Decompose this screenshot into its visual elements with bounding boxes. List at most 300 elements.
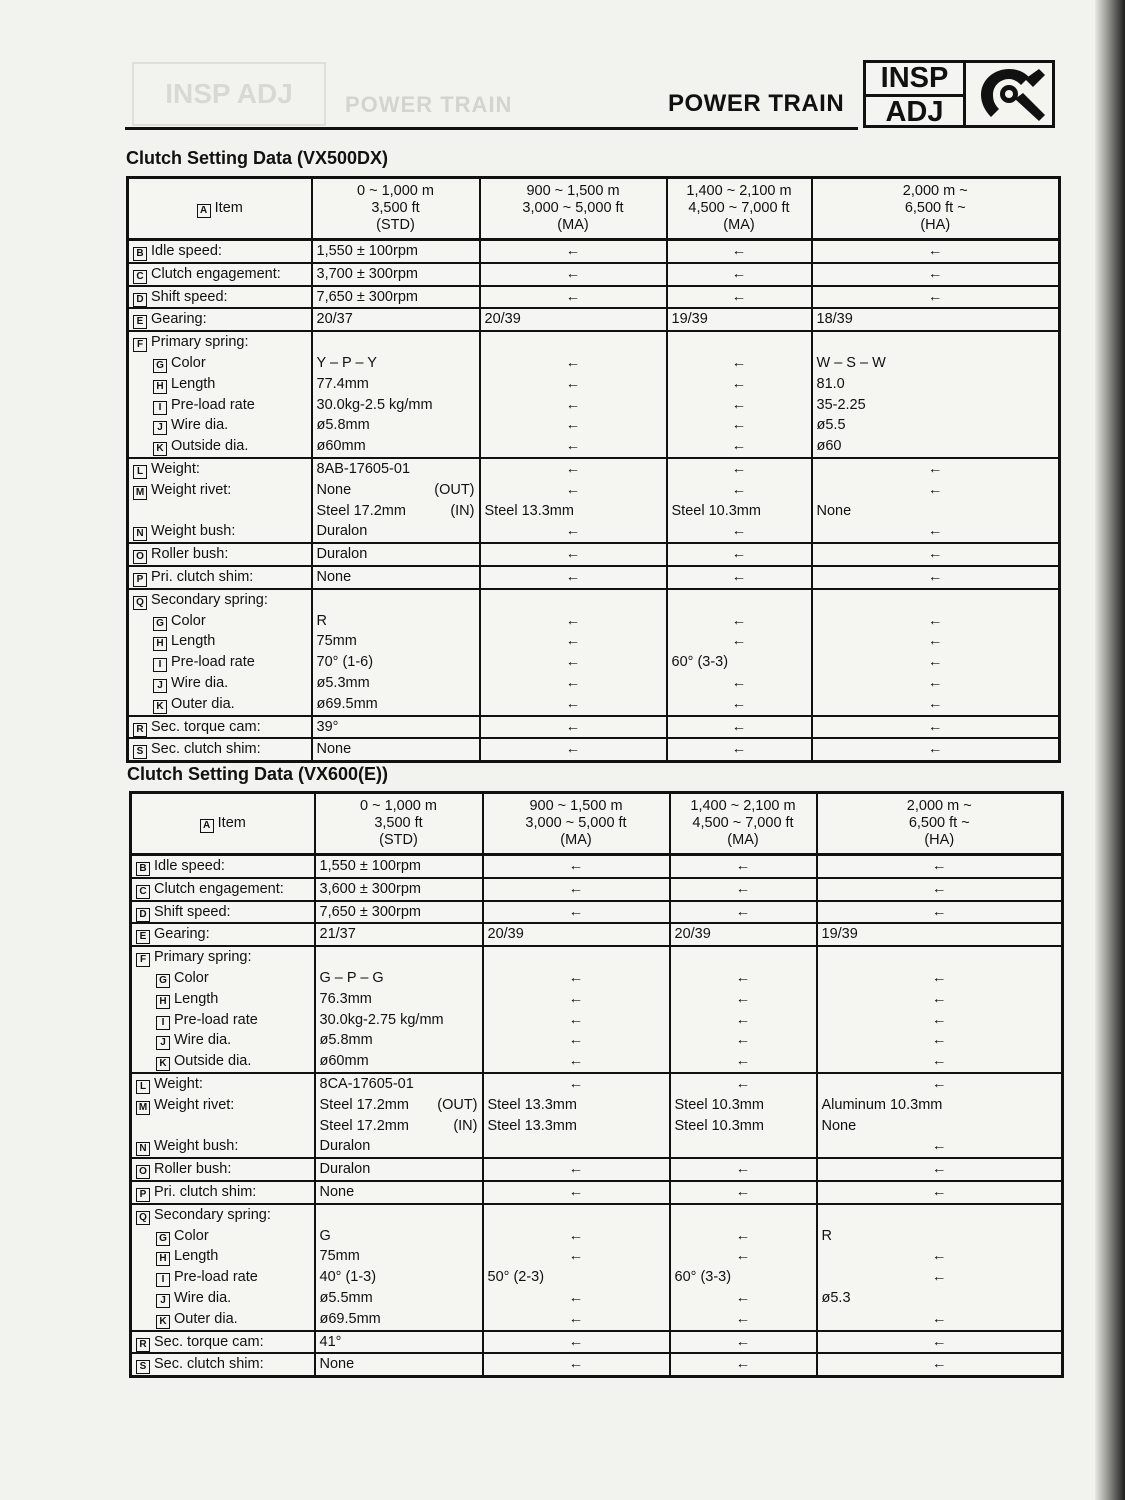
value-line — [485, 353, 662, 374]
item-label: Idle speed: — [154, 858, 225, 874]
same-as-left-arrow: ← — [568, 858, 584, 874]
column-header-line: (MA) — [723, 217, 755, 233]
value-line — [675, 1095, 812, 1116]
value-text: 20/37 — [316, 311, 353, 328]
item-letter-box: I — [153, 401, 167, 415]
value-line — [485, 374, 662, 395]
value-line — [485, 521, 662, 542]
value-line — [317, 717, 475, 738]
item-line — [133, 501, 307, 522]
item-label: Pre-load rate — [171, 654, 255, 671]
value-line — [817, 264, 1055, 285]
item-label: Color — [174, 969, 209, 986]
value-line — [822, 1288, 1058, 1309]
same-as-left-arrow: ← — [735, 1227, 751, 1244]
value-text: 41° — [319, 1333, 342, 1350]
item-label: Pre-load rate — [174, 1011, 258, 1028]
same-as-left-arrow: ← — [731, 354, 747, 371]
value-cell — [312, 716, 480, 739]
item-label: Sec. clutch shim: — [154, 1356, 264, 1373]
value-line — [320, 1074, 478, 1095]
ghost-logo-bleedthrough: INSP ADJ — [132, 62, 326, 126]
value-cell — [312, 738, 480, 761]
column-header-line: 1,400 ~ 2,100 m — [690, 798, 796, 814]
value-text: ø5.3 — [821, 1289, 851, 1306]
table-row — [128, 566, 1060, 589]
item-label: Outside dia. — [171, 438, 249, 455]
value-line — [822, 989, 1058, 1010]
item-label: Pri. clutch shim: — [154, 1183, 257, 1200]
value-line — [672, 415, 807, 436]
same-as-left-arrow: ← — [932, 1053, 947, 1070]
value-line — [488, 1116, 665, 1137]
value-suffix: (IN) — [453, 1117, 478, 1134]
column-header-line: (HA) — [924, 832, 955, 848]
value-line — [317, 436, 475, 457]
same-as-left-arrow: ← — [568, 903, 584, 920]
value-line — [675, 924, 812, 945]
altitude-column-header — [483, 793, 670, 855]
item-line — [133, 717, 307, 738]
value-text: Steel 13.3mm — [487, 1117, 577, 1134]
item-line — [133, 673, 307, 694]
same-as-left-arrow: ← — [932, 969, 947, 986]
altitude-column-header — [670, 793, 817, 855]
value-line — [320, 1332, 478, 1353]
value-line — [817, 436, 1055, 457]
same-as-left-arrow: ← — [568, 1310, 584, 1327]
same-as-left-arrow: ← — [565, 741, 581, 758]
value-cell — [812, 308, 1060, 331]
table-row — [131, 1353, 1063, 1376]
value-line — [817, 611, 1055, 632]
value-line — [822, 1205, 1058, 1226]
value-cell — [812, 589, 1060, 716]
item-label: Weight bush: — [154, 1138, 239, 1155]
clutch-table-vx500dx — [126, 176, 1061, 763]
same-as-left-arrow: ← — [731, 243, 747, 259]
insp-adj-badge — [863, 60, 1055, 128]
item-line — [133, 264, 307, 285]
value-line — [675, 1136, 812, 1157]
value-cell — [670, 1331, 817, 1354]
item-line — [136, 947, 310, 968]
value-line — [675, 1030, 812, 1051]
item-label: Wire dia. — [171, 674, 229, 691]
item-label: Shift speed: — [151, 288, 228, 305]
value-text: 8AB-17605-01 — [316, 460, 411, 477]
item-letter-box: H — [153, 637, 167, 651]
item-letter-box: O — [133, 550, 147, 564]
value-text: ø5.5 — [816, 417, 846, 434]
value-line — [488, 1182, 665, 1203]
same-as-left-arrow: ← — [565, 654, 581, 671]
item-label: Pre-load rate — [174, 1269, 258, 1286]
value-text: ø69.5mm — [316, 695, 378, 712]
value-text: ø5.8mm — [319, 1032, 373, 1049]
item-line — [136, 1226, 310, 1247]
value-cell — [817, 1204, 1063, 1331]
value-line — [817, 287, 1055, 308]
value-line — [488, 1074, 665, 1095]
item-cell — [128, 331, 312, 458]
same-as-left-arrow: ← — [932, 1138, 947, 1155]
value-line — [488, 1354, 665, 1375]
badge-top-label: INSP — [866, 63, 963, 97]
value-cell — [315, 855, 483, 878]
value-cell — [315, 901, 483, 924]
item-label: Secondary spring: — [154, 1206, 271, 1223]
value-line — [822, 1136, 1058, 1157]
item-letter-box: F — [136, 953, 150, 967]
same-as-left-arrow: ← — [565, 612, 581, 629]
value-line — [822, 1246, 1058, 1267]
value-line — [485, 544, 662, 565]
same-as-left-arrow: ← — [928, 265, 943, 282]
value-line — [320, 1030, 478, 1051]
value-text: 1,550 ± 100rpm — [316, 243, 418, 259]
same-as-left-arrow: ← — [731, 546, 747, 563]
value-line — [488, 856, 665, 877]
item-cell — [128, 263, 312, 286]
value-line — [317, 374, 475, 395]
value-text: 7,650 ± 300rpm — [316, 288, 418, 305]
value-cell — [480, 458, 667, 543]
same-as-left-arrow: ← — [731, 741, 747, 758]
same-as-left-arrow: ← — [932, 1356, 947, 1373]
value-suffix: (IN) — [450, 502, 475, 519]
value-cell — [312, 308, 480, 331]
value-cell — [812, 738, 1060, 761]
value-line — [485, 501, 662, 522]
value-line — [488, 1226, 665, 1247]
same-as-left-arrow: ← — [928, 523, 943, 540]
item-letter-box: A — [200, 819, 214, 833]
value-cell — [667, 566, 812, 589]
item-line — [136, 1309, 310, 1330]
value-text: 8CA-17605-01 — [319, 1075, 414, 1092]
item-label: Gearing: — [151, 311, 207, 328]
item-line — [133, 480, 307, 501]
value-line — [817, 567, 1055, 588]
column-header-line: 6,500 ft ~ — [904, 200, 966, 216]
same-as-left-arrow: ← — [731, 396, 747, 413]
value-line — [488, 1051, 665, 1072]
value-line — [822, 947, 1058, 968]
same-as-left-arrow: ← — [928, 718, 943, 735]
value-line — [317, 544, 475, 565]
value-text: R — [316, 612, 327, 629]
item-label: Wire dia. — [174, 1289, 232, 1306]
item-letter-box: M — [136, 1101, 150, 1115]
value-text: 81.0 — [816, 375, 845, 392]
value-line — [672, 567, 807, 588]
value-cell — [667, 543, 812, 566]
value-text: Steel 13.3mm — [487, 1096, 577, 1113]
value-cell — [812, 716, 1060, 739]
value-line — [672, 501, 807, 522]
value-cell — [667, 308, 812, 331]
same-as-left-arrow: ← — [932, 858, 947, 874]
value-text: Duralon — [316, 546, 368, 563]
value-line — [485, 673, 662, 694]
value-cell — [483, 855, 670, 878]
value-cell — [667, 738, 812, 761]
value-text: Steel 10.3mm — [674, 1117, 764, 1134]
value-line — [675, 1246, 812, 1267]
column-header-line: 0 ~ 1,000 m — [360, 798, 437, 814]
value-line — [822, 1332, 1058, 1353]
item-line — [133, 567, 307, 588]
table-row — [131, 855, 1063, 878]
value-line — [675, 1159, 812, 1180]
value-cell — [480, 543, 667, 566]
value-line — [317, 309, 475, 330]
value-cell — [315, 1073, 483, 1158]
item-line — [133, 611, 307, 632]
same-as-left-arrow: ← — [932, 1248, 947, 1265]
value-cell — [817, 1331, 1063, 1354]
value-line — [488, 1205, 665, 1226]
value-cell — [670, 901, 817, 924]
value-cell — [670, 1204, 817, 1331]
value-text: None — [319, 1356, 355, 1373]
same-as-left-arrow: ← — [568, 1248, 584, 1265]
same-as-left-arrow: ← — [735, 969, 751, 986]
item-line — [136, 1354, 310, 1375]
value-cell — [312, 240, 480, 263]
same-as-left-arrow: ← — [735, 903, 751, 920]
value-line — [817, 415, 1055, 436]
value-text: 40° (1-3) — [319, 1269, 377, 1286]
value-line — [317, 287, 475, 308]
item-label: Sec. clutch shim: — [151, 741, 261, 758]
value-line — [317, 415, 475, 436]
value-line — [672, 287, 807, 308]
item-line — [136, 879, 310, 900]
value-line — [817, 631, 1055, 652]
value-line — [817, 717, 1055, 738]
table-row — [131, 878, 1063, 901]
value-line — [320, 1309, 478, 1330]
item-letter-box: A — [197, 204, 211, 218]
item-line — [136, 1205, 310, 1226]
value-line — [488, 1309, 665, 1330]
value-text: 20/39 — [674, 926, 711, 943]
same-as-left-arrow: ← — [735, 1356, 751, 1373]
column-header-line: 0 ~ 1,000 m — [357, 183, 434, 199]
item-label: Color — [171, 354, 206, 371]
altitude-column-header — [312, 178, 480, 240]
value-text: W – S – W — [816, 354, 886, 371]
value-line — [822, 1095, 1058, 1116]
table-row — [128, 240, 1060, 263]
same-as-left-arrow: ← — [932, 1269, 947, 1286]
same-as-left-arrow: ← — [568, 1333, 584, 1350]
value-cell — [483, 946, 670, 1073]
value-line — [320, 1205, 478, 1226]
value-text: ø5.3mm — [316, 674, 370, 691]
value-line — [317, 521, 475, 542]
value-line — [485, 264, 662, 285]
same-as-left-arrow: ← — [932, 903, 947, 920]
column-header-line: 4,500 ~ 7,000 ft — [688, 200, 790, 216]
item-label: Clutch engagement: — [151, 265, 281, 282]
same-as-left-arrow: ← — [731, 633, 747, 650]
item-line — [136, 1095, 310, 1116]
table-row — [128, 716, 1060, 739]
same-as-left-arrow: ← — [731, 612, 747, 629]
item-label: Sec. torque cam: — [154, 1333, 264, 1350]
item-line — [133, 459, 307, 480]
value-text: Steel 17.2mm — [319, 1096, 409, 1113]
value-line — [822, 968, 1058, 989]
value-line — [485, 631, 662, 652]
item-label: Pre-load rate — [171, 396, 255, 413]
table-row — [131, 1158, 1063, 1181]
value-cell — [315, 1158, 483, 1181]
value-line — [822, 879, 1058, 900]
item-line — [133, 544, 307, 565]
item-header-label: Item — [214, 199, 243, 216]
table-row — [131, 901, 1063, 924]
same-as-left-arrow: ← — [568, 880, 584, 897]
item-letter-box: Q — [133, 596, 147, 610]
value-line — [317, 631, 475, 652]
same-as-left-arrow: ← — [735, 1011, 751, 1028]
item-line — [136, 1288, 310, 1309]
item-line — [136, 1074, 310, 1095]
item-line — [133, 694, 307, 715]
item-label: Color — [174, 1227, 209, 1244]
same-as-left-arrow: ← — [932, 1161, 947, 1178]
value-line — [317, 590, 475, 611]
altitude-column-header — [812, 178, 1060, 240]
same-as-left-arrow: ← — [735, 1333, 751, 1350]
column-header-line: 900 ~ 1,500 m — [526, 183, 620, 199]
value-cell — [480, 589, 667, 716]
value-line — [672, 694, 807, 715]
item-cell — [128, 286, 312, 309]
item-header-cell — [128, 178, 312, 240]
item-letter-box: I — [153, 658, 167, 672]
value-line — [817, 739, 1055, 760]
same-as-left-arrow: ← — [565, 568, 581, 585]
value-cell — [817, 901, 1063, 924]
value-line — [672, 739, 807, 760]
value-cell — [483, 1331, 670, 1354]
item-letter-box: K — [156, 1315, 170, 1329]
item-letter-box: G — [156, 1232, 170, 1246]
value-text: None — [316, 741, 352, 758]
item-label: Length — [174, 990, 219, 1007]
value-text: None — [316, 481, 352, 498]
item-line — [136, 1332, 310, 1353]
value-line — [822, 1010, 1058, 1031]
item-label: Primary spring: — [151, 334, 249, 351]
item-cell — [131, 1181, 315, 1204]
badge-bottom-label: ADJ — [885, 96, 944, 128]
value-line — [672, 332, 807, 353]
item-header-label: Item — [217, 814, 246, 831]
item-line — [136, 989, 310, 1010]
altitude-column-header — [667, 178, 812, 240]
item-letter-box: S — [133, 745, 147, 759]
item-label: Secondary spring: — [151, 591, 268, 608]
item-letter-box: N — [136, 1142, 150, 1156]
value-line — [675, 1332, 812, 1353]
value-line — [317, 480, 475, 501]
value-line — [317, 353, 475, 374]
same-as-left-arrow: ← — [731, 417, 747, 434]
value-text: Y – P – Y — [316, 354, 377, 371]
value-line — [317, 459, 475, 480]
value-cell — [667, 331, 812, 458]
value-cell — [483, 878, 670, 901]
value-line — [672, 631, 807, 652]
same-as-left-arrow: ← — [928, 288, 943, 305]
value-line — [317, 652, 475, 673]
column-header-line: 3,000 ~ 5,000 ft — [522, 200, 624, 216]
column-header-line: 3,000 ~ 5,000 ft — [525, 815, 627, 831]
value-line — [672, 611, 807, 632]
value-text: 50° (2-3) — [487, 1269, 545, 1286]
same-as-left-arrow: ← — [568, 1289, 584, 1306]
value-text: 3,700 ± 300rpm — [316, 265, 418, 282]
value-line — [320, 989, 478, 1010]
same-as-left-arrow: ← — [932, 1183, 947, 1200]
value-line — [488, 1332, 665, 1353]
value-text: Aluminum 10.3mm — [821, 1096, 943, 1113]
value-line — [675, 1074, 812, 1095]
value-suffix: (OUT) — [434, 481, 475, 498]
item-letter-box: J — [153, 679, 167, 693]
same-as-left-arrow: ← — [928, 568, 943, 585]
value-cell — [483, 1353, 670, 1376]
item-label: Weight: — [151, 460, 200, 477]
item-line — [133, 395, 307, 416]
item-cell — [128, 240, 312, 263]
value-line — [675, 1010, 812, 1031]
same-as-left-arrow: ← — [565, 718, 581, 735]
value-cell — [817, 855, 1063, 878]
value-line — [672, 673, 807, 694]
item-line — [136, 856, 310, 877]
value-cell — [812, 566, 1060, 589]
item-letter-box: I — [156, 1273, 170, 1287]
value-line — [488, 1095, 665, 1116]
item-line — [136, 1246, 310, 1267]
value-line — [817, 652, 1055, 673]
value-line — [675, 947, 812, 968]
value-line — [317, 264, 475, 285]
value-text: 18/39 — [816, 311, 853, 328]
value-text: 20/39 — [487, 926, 524, 943]
value-line — [675, 1354, 812, 1375]
value-text: 60° (3-3) — [671, 654, 729, 671]
value-line — [485, 287, 662, 308]
item-line — [136, 1010, 310, 1031]
value-cell — [812, 286, 1060, 309]
altitude-column-header — [480, 178, 667, 240]
value-line — [320, 1267, 478, 1288]
item-label: Sec. torque cam: — [151, 718, 261, 735]
item-line — [133, 521, 307, 542]
item-letter-box: E — [136, 930, 150, 944]
item-letter-box: N — [133, 527, 147, 541]
value-text: ø5.8mm — [316, 417, 370, 434]
item-letter-box: P — [133, 573, 147, 587]
